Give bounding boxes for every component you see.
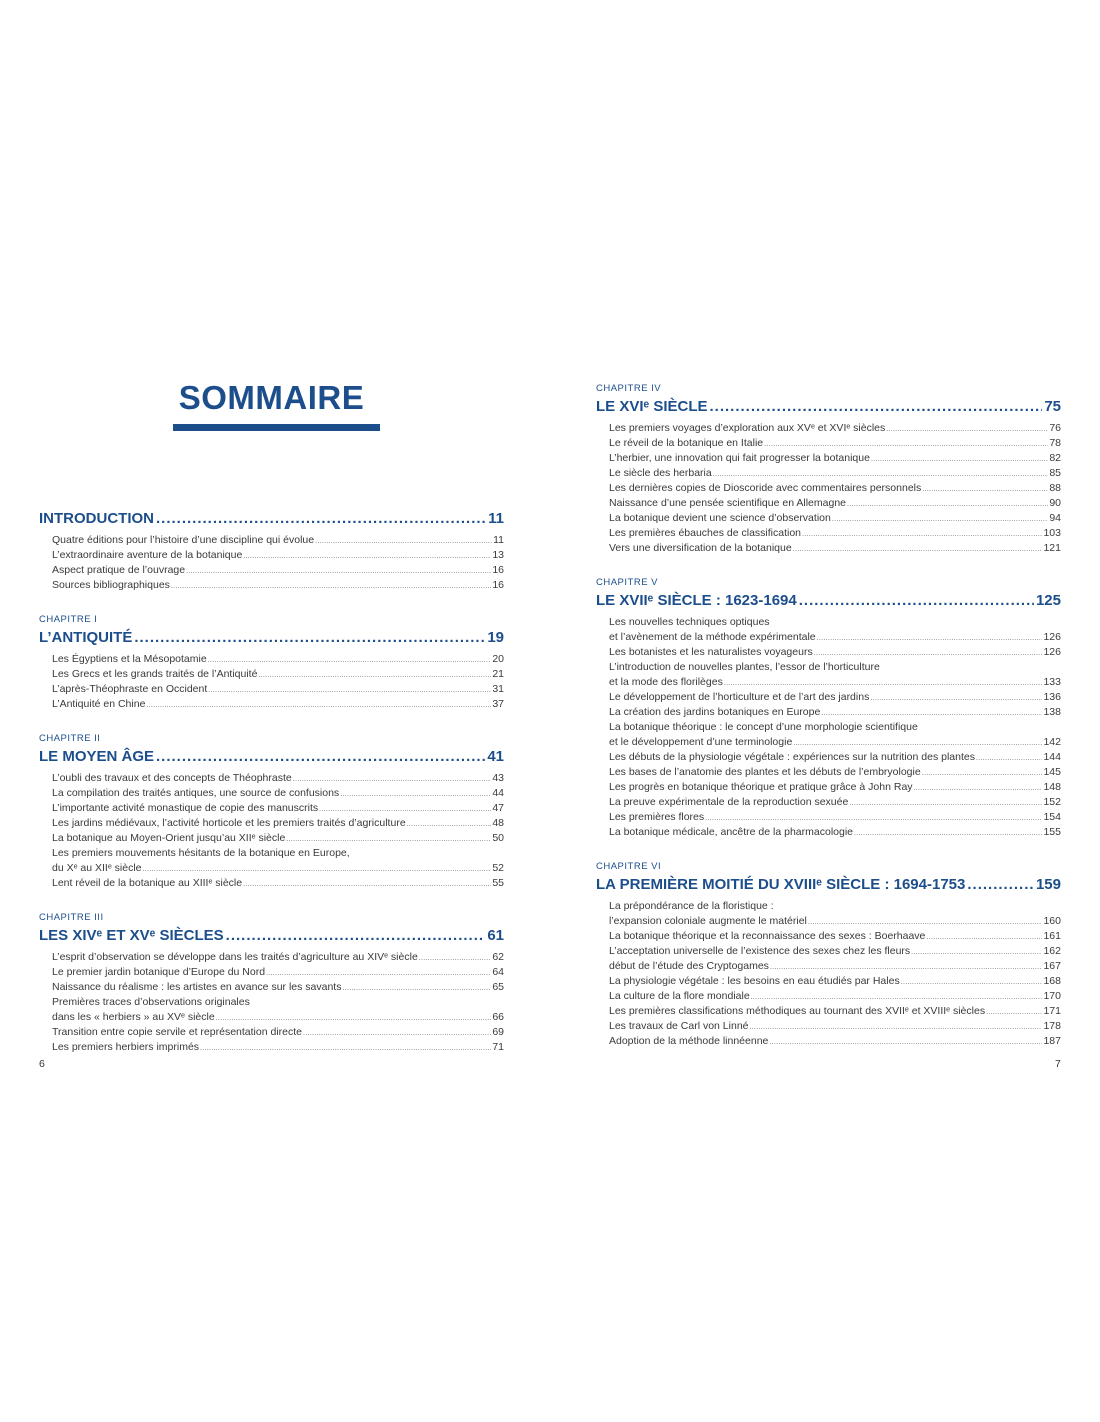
toc-entry-page: 142 — [1043, 736, 1061, 748]
toc-entry-page: 178 — [1043, 1020, 1061, 1032]
dot-leader — [243, 877, 491, 891]
dot-leader — [216, 1011, 492, 1025]
toc-entry-text: Les premières classifications méthodiques au tournant des XVIIᵉ et XVIIIᵉ siècles — [609, 1005, 986, 1017]
toc-entry-page: 69 — [492, 1026, 504, 1038]
dot-leader — [870, 691, 1042, 705]
toc-entry-page: 152 — [1043, 796, 1061, 808]
dot-leader — [186, 564, 491, 578]
toc-entry[interactable] — [609, 1004, 1061, 1019]
toc-entry[interactable] — [609, 705, 1061, 720]
toc-entry[interactable] — [52, 697, 504, 712]
dot-leader — [750, 1020, 1043, 1034]
toc-entry-text: et le développement d’une terminologie — [609, 736, 793, 748]
toc-entry-text: Les botanistes et les naturalistes voyageurs — [609, 646, 813, 658]
toc-entry-text: La botanique théorique et la reconnaissance des sexes : Boerhaave — [609, 930, 926, 942]
toc-entry[interactable] — [52, 533, 504, 548]
dot-leader — [286, 832, 491, 846]
toc-entry-page: 148 — [1043, 781, 1061, 793]
dot-leader — [156, 509, 486, 529]
toc-entry-text: La création des jardins botaniques en Europe — [609, 706, 821, 718]
toc-entry-page: 121 — [1043, 542, 1061, 554]
toc-entry-text: Naissance d’une pensée scientifique en Allemagne — [609, 497, 846, 509]
toc-entry-text: Les travaux de Carl von Linné — [609, 1020, 749, 1032]
toc-entry-page: 136 — [1043, 691, 1061, 703]
toc-entry-text: L’herbier, une innovation qui fait progresser la botanique — [609, 452, 870, 464]
toc-entry-page: 43 — [492, 772, 504, 784]
toc-entry-text: La culture de la flore mondiale — [609, 990, 750, 1002]
dot-leader — [293, 772, 492, 786]
toc-entry-page: 50 — [492, 832, 504, 844]
toc-entry[interactable] — [609, 436, 1061, 451]
dot-leader — [854, 826, 1042, 840]
toc-entry[interactable] — [609, 615, 1061, 630]
toc-entry-page: 145 — [1043, 766, 1061, 778]
toc-entry-page: 162 — [1043, 945, 1061, 957]
toc-entry-page: 171 — [1043, 1005, 1061, 1017]
dot-leader — [871, 452, 1048, 466]
toc-entry-page: 21 — [492, 668, 504, 680]
dot-leader — [817, 631, 1043, 645]
dot-leader — [156, 747, 485, 767]
toc-entry-page: 187 — [1043, 1035, 1061, 1047]
dot-leader — [764, 437, 1048, 451]
toc-entry[interactable] — [609, 944, 1061, 959]
chapter-page-number: 41 — [487, 748, 504, 765]
toc-entry-text: Transition entre copie servile et représentation directe — [52, 1026, 302, 1038]
toc-entry[interactable] — [609, 526, 1061, 541]
dot-leader — [793, 736, 1042, 750]
toc-entry[interactable] — [609, 720, 1061, 735]
toc-entry-page: 133 — [1043, 676, 1061, 688]
toc-entry[interactable] — [609, 481, 1061, 496]
chapter-heading-text: INTRODUCTION — [39, 510, 154, 527]
title-block — [39, 380, 504, 431]
toc-entry-page: 170 — [1043, 990, 1061, 1002]
toc-entry-text: Vers une diversification de la botanique — [609, 542, 792, 554]
toc-entry[interactable] — [52, 816, 504, 831]
toc-entry-page: 48 — [492, 817, 504, 829]
toc-entry-text: La compilation des traités antiques, une source de confusions — [52, 787, 340, 799]
toc-entry[interactable] — [609, 496, 1061, 511]
toc-entry[interactable] — [52, 831, 504, 846]
toc-entry-text: Les premières flores — [609, 811, 705, 823]
toc-entry-text: début de l’étude des Cryptogames — [609, 960, 769, 972]
entry-list — [609, 899, 1061, 1049]
toc-entry[interactable] — [609, 780, 1061, 795]
dot-leader — [751, 990, 1043, 1004]
right-sections — [596, 382, 1061, 1049]
toc-entry[interactable] — [52, 652, 504, 667]
chapter-page-number: 125 — [1035, 592, 1061, 609]
toc-entry[interactable] — [609, 899, 1061, 914]
dot-leader — [208, 683, 491, 697]
dot-leader — [926, 930, 1042, 944]
entry-list — [52, 771, 504, 891]
dot-leader — [243, 549, 491, 563]
toc-entry-text: Aspect pratique de l’ouvrage — [52, 564, 186, 576]
chapter-label: CHAPITRE III — [39, 912, 104, 923]
chapter-label: CHAPITRE IV — [596, 383, 662, 394]
chapter-page-number: 159 — [1035, 876, 1061, 893]
toc-entry-page: 13 — [492, 549, 504, 561]
toc-entry-page: 94 — [1049, 512, 1061, 524]
toc-entry-page: 11 — [493, 534, 504, 546]
dot-leader — [922, 766, 1043, 780]
toc-entry-page: 64 — [492, 966, 504, 978]
toc-entry-text: Les progrès en botanique théorique et pratique grâce à John Ray — [609, 781, 913, 793]
toc-entry-page: 88 — [1049, 482, 1061, 494]
toc-entry-text: La prépondérance de la floristique : — [609, 900, 774, 912]
toc-entry[interactable] — [52, 563, 504, 578]
toc-entry[interactable] — [609, 511, 1061, 526]
toc-entry[interactable] — [52, 771, 504, 786]
dot-leader — [713, 467, 1049, 481]
entry-list — [52, 950, 504, 1055]
toc-entry[interactable] — [52, 861, 504, 876]
chapter-heading[interactable] — [39, 628, 504, 650]
title-underline — [173, 424, 380, 431]
toc-right-column — [596, 382, 1061, 1049]
toc-entry[interactable] — [609, 1019, 1061, 1034]
toc-entry-text: Les dernières copies de Dioscoride avec commentaires personnels — [609, 482, 922, 494]
toc-entry[interactable] — [609, 451, 1061, 466]
chapter-page-number: 11 — [488, 510, 504, 527]
toc-entry-text: L’acceptation universelle de l’existence des sexes chez les fleurs — [609, 945, 911, 957]
toc-entry-text: l’expansion coloniale augmente le matériel — [609, 915, 807, 927]
dot-leader — [986, 1005, 1042, 1019]
toc-entry-text: L’introduction de nouvelles plantes, l’essor de l’horticulture — [609, 661, 880, 673]
toc-entry[interactable] — [52, 786, 504, 801]
toc-entry-page: 155 — [1043, 826, 1061, 838]
left-sections — [39, 509, 504, 1055]
toc-entry[interactable] — [609, 914, 1061, 929]
toc-entry-text: Sources bibliographiques — [52, 579, 170, 591]
dot-leader — [922, 482, 1048, 496]
toc-entry[interactable] — [609, 765, 1061, 780]
dot-leader — [901, 975, 1043, 989]
chapter-heading-text: LES XIVᵉ ET XVᵉ SIÈCLES — [39, 927, 224, 944]
toc-entry[interactable] — [609, 1034, 1061, 1049]
toc-entry[interactable] — [609, 675, 1061, 690]
toc-entry[interactable] — [52, 1040, 504, 1055]
chapter-heading-text: LA PREMIÈRE MOITIÉ DU XVIIIᵉ SIÈCLE : 1694-1753 — [596, 876, 966, 893]
chapter-heading[interactable] — [596, 397, 1061, 419]
chapter-page-number: 61 — [487, 927, 504, 944]
toc-entry-text: Les nouvelles techniques optiques — [609, 616, 770, 628]
dot-leader — [769, 1035, 1042, 1049]
toc-entry-page: 16 — [492, 564, 504, 576]
toc-entry-text: Les jardins médiévaux, l’activité horticole et les premiers traités d’agriculture — [52, 817, 406, 829]
toc-entry-page: 55 — [492, 877, 504, 889]
toc-entry-text: Les premières ébauches de classification — [609, 527, 802, 539]
chapter-label: CHAPITRE I — [39, 614, 98, 625]
toc-entry[interactable] — [52, 1025, 504, 1040]
toc-entry-text: L’importante activité monastique de copie des manuscrits — [52, 802, 319, 814]
toc-entry-page: 103 — [1043, 527, 1061, 539]
chapter-heading[interactable] — [39, 509, 504, 531]
dot-leader — [258, 668, 491, 682]
dot-leader — [802, 527, 1042, 541]
dot-leader — [814, 646, 1043, 660]
toc-entry-page: 167 — [1043, 960, 1061, 972]
dot-leader — [208, 653, 492, 667]
dot-leader — [847, 497, 1048, 511]
chapter-heading-text: LE MOYEN ÂGE — [39, 748, 155, 765]
toc-entry[interactable] — [609, 660, 1061, 675]
toc-entry-page: 62 — [492, 951, 504, 963]
toc-entry-text: L’esprit d’observation se développe dans les traités d’agriculture au XIVᵉ siècle — [52, 951, 418, 963]
toc-entry[interactable] — [52, 846, 504, 861]
toc-entry-page: 126 — [1043, 631, 1061, 643]
dot-leader — [342, 981, 491, 995]
toc-entry-text: Quatre éditions pour l’histoire d’une discipline qui évolue — [52, 534, 315, 546]
toc-entry-text: L’après-Théophraste en Occident — [52, 683, 208, 695]
toc-entry[interactable] — [52, 578, 504, 593]
toc-entry-text: Les débuts de la physiologie végétale : expériences sur la nutrition des plantes — [609, 751, 975, 763]
toc-entry-text: Premières traces d’observations originales — [52, 996, 250, 1008]
chapter-heading[interactable] — [596, 591, 1061, 613]
dot-leader — [340, 787, 491, 801]
dot-leader — [976, 751, 1042, 765]
toc-entry[interactable] — [609, 810, 1061, 825]
dot-leader — [319, 802, 491, 816]
toc-entry-page: 85 — [1049, 467, 1061, 479]
toc-entry-text: Le réveil de la botanique en Italie — [609, 437, 764, 449]
dot-leader — [134, 628, 485, 648]
chapter-label: CHAPITRE V — [596, 577, 659, 588]
toc-entry[interactable] — [609, 825, 1061, 840]
page-number-right: 7 — [1055, 1058, 1061, 1070]
toc-entry-page: 20 — [492, 653, 504, 665]
toc-entry-page: 78 — [1049, 437, 1061, 449]
chapter-heading-text: LE XVIᵉ SIÈCLE — [596, 398, 708, 415]
toc-entry-page: 90 — [1049, 497, 1061, 509]
toc-entry-text: Les premiers voyages d’exploration aux XVᵉ et XVIᵉ siècles — [609, 422, 886, 434]
toc-entry-page: 154 — [1043, 811, 1061, 823]
dot-leader — [171, 579, 491, 593]
toc-entry-page: 66 — [492, 1011, 504, 1023]
toc-entry[interactable] — [609, 929, 1061, 944]
toc-entry[interactable] — [609, 735, 1061, 750]
toc-entry-page: 168 — [1043, 975, 1061, 987]
toc-entry-text: Les premiers herbiers imprimés — [52, 1041, 200, 1053]
entry-list — [52, 533, 504, 593]
toc-entry-text: La preuve expérimentale de la reproduction sexuée — [609, 796, 849, 808]
entry-list — [609, 615, 1061, 840]
dot-leader — [710, 397, 1043, 417]
chapter-heading[interactable] — [39, 747, 504, 769]
toc-entry-text: et la mode des florilèges — [609, 676, 723, 688]
toc-entry[interactable] — [609, 645, 1061, 660]
toc-entry-page: 16 — [492, 579, 504, 591]
toc-entry[interactable] — [52, 995, 504, 1010]
chapter-label: CHAPITRE VI — [596, 861, 662, 872]
toc-entry[interactable] — [609, 989, 1061, 1004]
dot-leader — [407, 817, 492, 831]
toc-section — [39, 509, 504, 593]
dot-leader — [849, 796, 1042, 810]
dot-leader — [770, 960, 1043, 974]
toc-entry-text: L’Antiquité en Chine — [52, 698, 146, 710]
toc-entry[interactable] — [52, 801, 504, 816]
dot-leader — [266, 966, 491, 980]
dot-leader — [200, 1041, 491, 1055]
dot-leader — [808, 915, 1043, 929]
toc-entry[interactable] — [52, 548, 504, 563]
dot-leader — [724, 676, 1043, 690]
toc-entry[interactable] — [52, 980, 504, 995]
toc-entry-text: Le premier jardin botanique d’Europe du Nord — [52, 966, 266, 978]
toc-entry-page: 144 — [1043, 751, 1061, 763]
toc-entry[interactable] — [609, 750, 1061, 765]
toc-entry-text: du Xᵉ au XIIᵉ siècle — [52, 862, 142, 874]
toc-entry[interactable] — [52, 682, 504, 697]
toc-section — [596, 576, 1061, 840]
toc-entry-text: La botanique médicale, ancêtre de la pharmacologie — [609, 826, 853, 838]
dot-leader — [793, 542, 1043, 556]
toc-entry-text: dans les « herbiers » au XVᵉ siècle — [52, 1011, 215, 1023]
toc-entry-page: 31 — [492, 683, 504, 695]
toc-entry[interactable] — [609, 959, 1061, 974]
toc-entry-text: Les bases de l’anatomie des plantes et les débuts de l’embryologie — [609, 766, 921, 778]
toc-entry-page: 82 — [1049, 452, 1061, 464]
toc-entry-page: 52 — [492, 862, 504, 874]
toc-left-column — [39, 380, 504, 1055]
toc-entry-text: Les Grecs et les grands traités de l’Antiquité — [52, 668, 258, 680]
toc-entry[interactable] — [52, 950, 504, 965]
chapter-heading-text: L’ANTIQUITÉ — [39, 629, 133, 646]
chapter-heading-text: LE XVIIᵉ SIÈCLE : 1623-1694 — [596, 592, 797, 609]
toc-entry[interactable] — [609, 421, 1061, 436]
toc-entry[interactable] — [609, 690, 1061, 705]
toc-entry-text: Les premiers mouvements hésitants de la botanique en Europe, — [52, 847, 350, 859]
toc-entry-text: L’extraordinaire aventure de la botanique — [52, 549, 243, 561]
toc-entry-page: 37 — [492, 698, 504, 710]
toc-entry-page: 44 — [492, 787, 504, 799]
dot-leader — [799, 591, 1034, 611]
dot-leader — [315, 534, 492, 548]
chapter-label: CHAPITRE II — [39, 733, 101, 744]
page-title: SOMMAIRE — [178, 379, 365, 416]
toc-entry-text: La botanique théorique : le concept d’une morphologie scientifique — [609, 721, 918, 733]
toc-entry-page: 65 — [492, 981, 504, 993]
toc-entry-page: 76 — [1049, 422, 1061, 434]
toc-entry[interactable] — [52, 965, 504, 980]
page-number-left: 6 — [39, 1058, 45, 1070]
toc-entry-text: Lent réveil de la botanique au XIIIᵉ siècle — [52, 877, 243, 889]
chapter-heading[interactable] — [39, 926, 504, 948]
toc-entry-text: Le siècle des herbaria — [609, 467, 712, 479]
dot-leader — [303, 1026, 491, 1040]
toc-entry-page: 71 — [492, 1041, 504, 1053]
toc-entry[interactable] — [52, 667, 504, 682]
dot-leader — [886, 422, 1048, 436]
toc-section — [39, 613, 504, 712]
dot-leader — [821, 706, 1042, 720]
entry-list — [609, 421, 1061, 556]
toc-entry-page: 138 — [1043, 706, 1061, 718]
toc-entry-page: 126 — [1043, 646, 1061, 658]
dot-leader — [226, 926, 486, 946]
toc-entry-text: La botanique au Moyen-Orient jusqu’au XIIᵉ siècle — [52, 832, 286, 844]
chapter-heading[interactable] — [596, 875, 1061, 897]
toc-entry-text: Les Égyptiens et la Mésopotamie — [52, 653, 207, 665]
chapter-page-number: 19 — [487, 629, 504, 646]
toc-section — [596, 860, 1061, 1049]
dot-leader — [911, 945, 1042, 959]
dot-leader — [419, 951, 492, 965]
toc-entry-text: et l’avènement de la méthode expérimentale — [609, 631, 816, 643]
dot-leader — [143, 862, 492, 876]
dot-leader — [146, 698, 491, 712]
toc-entry[interactable] — [609, 974, 1061, 989]
toc-entry[interactable] — [609, 466, 1061, 481]
dot-leader — [914, 781, 1043, 795]
toc-entry[interactable] — [609, 795, 1061, 810]
toc-entry-text: Adoption de la méthode linnéenne — [609, 1035, 769, 1047]
toc-entry[interactable] — [52, 876, 504, 891]
toc-entry-page: 160 — [1043, 915, 1061, 927]
toc-entry-text: Le développement de l’horticulture et de l’art des jardins — [609, 691, 870, 703]
toc-section — [39, 732, 504, 891]
toc-section — [596, 382, 1061, 556]
dot-leader — [832, 512, 1048, 526]
toc-entry-text: La physiologie végétale : les besoins en eau étudiés par Hales — [609, 975, 900, 987]
toc-entry-page: 161 — [1043, 930, 1061, 942]
toc-entry-page: 47 — [492, 802, 504, 814]
dot-leader — [705, 811, 1042, 825]
toc-entry-text: L’oubli des travaux et des concepts de Théophraste — [52, 772, 292, 784]
toc-entry-text: La botanique devient une science d’observation — [609, 512, 831, 524]
toc-entry-text: Naissance du réalisme : les artistes en avance sur les savants — [52, 981, 342, 993]
toc-entry[interactable] — [52, 1010, 504, 1025]
toc-section — [39, 911, 504, 1055]
toc-entry[interactable] — [609, 630, 1061, 645]
dot-leader — [967, 875, 1034, 895]
toc-entry[interactable] — [609, 541, 1061, 556]
chapter-page-number: 75 — [1044, 398, 1061, 415]
entry-list — [52, 652, 504, 712]
